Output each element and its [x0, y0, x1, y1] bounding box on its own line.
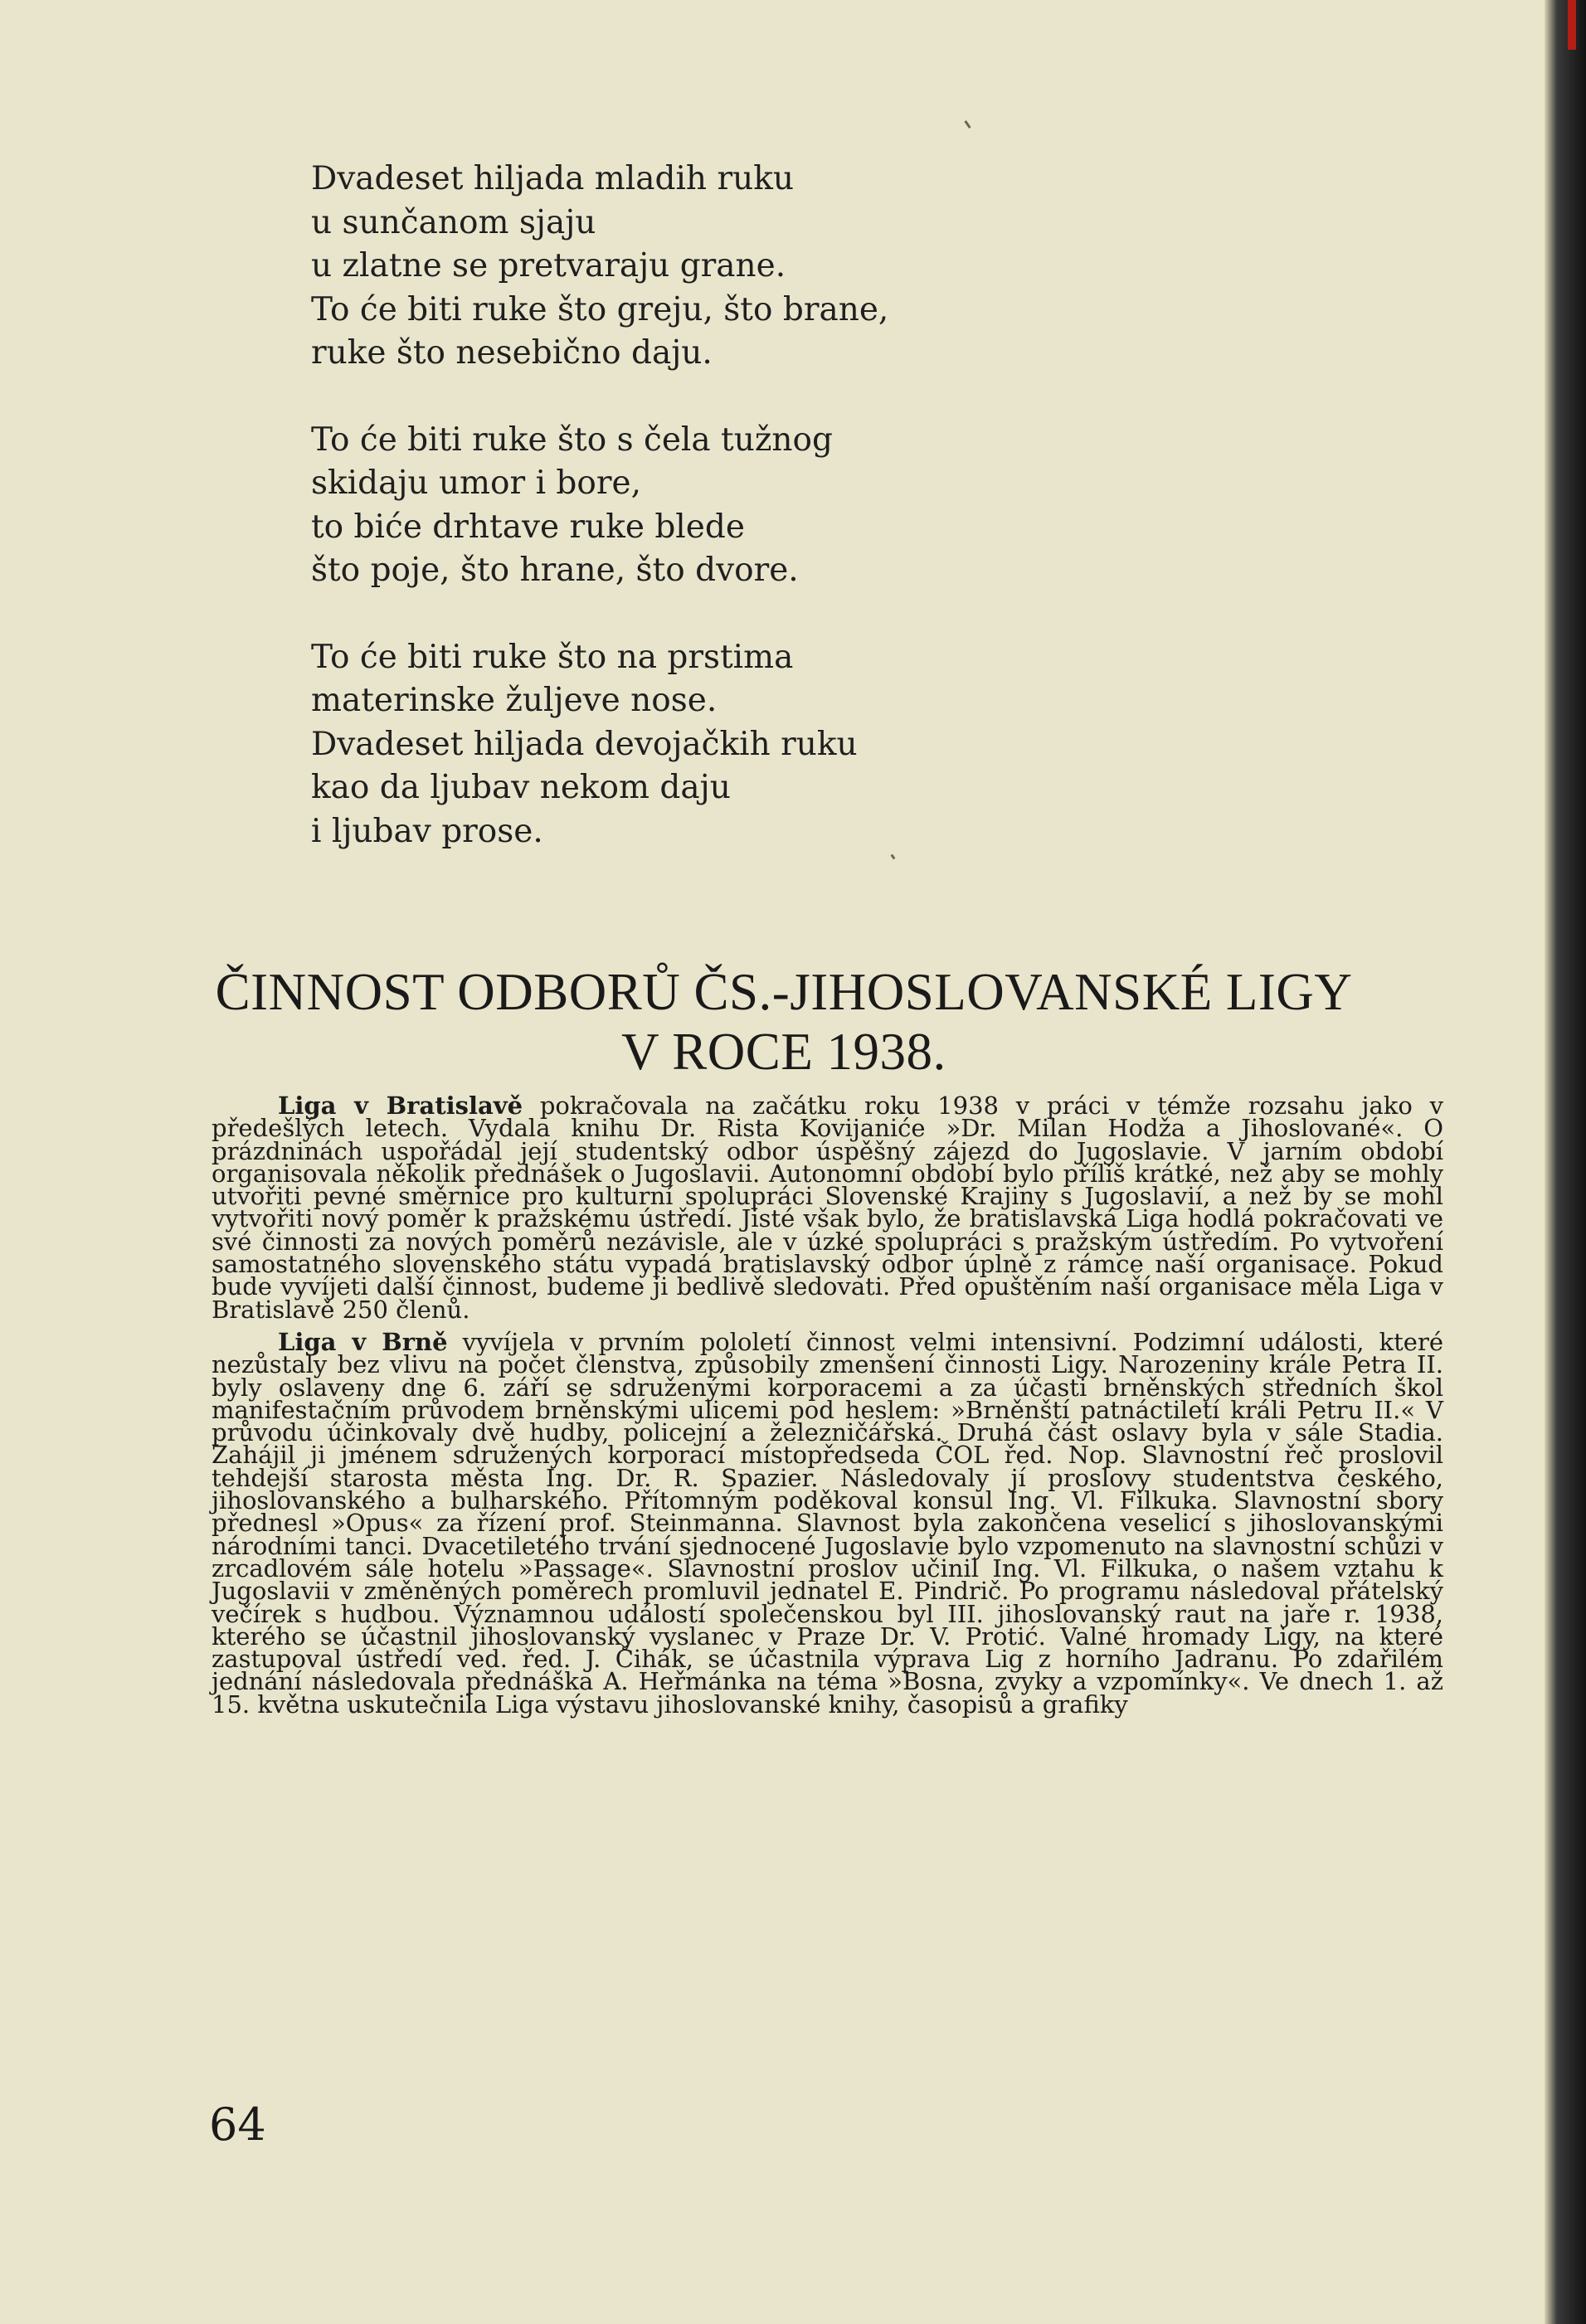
poem-line: skidaju umor i bore,: [311, 464, 641, 502]
poem-line: i ljubav prose.: [311, 812, 543, 850]
article-title-year: V ROCE 1938.: [621, 1023, 946, 1081]
poem-line: to biće drhtave ruke blede: [311, 508, 745, 546]
paragraph-bratislava: [212, 1092, 1443, 1324]
poem-stanza-1: [311, 158, 888, 376]
poem: [311, 158, 888, 897]
article-body: [212, 1092, 1443, 1726]
article-title: ČINNOST ODBORŮ ČS.-JIHOSLOVANSKÉ LIGY: [215, 963, 1353, 1021]
paragraph-lead: Liga v Brně: [278, 1327, 448, 1356]
poem-line: u zlatne se pretvaraju grane.: [311, 247, 786, 284]
poem-line: kao da ljubav nekom daju: [311, 769, 731, 806]
poem-line: To će biti ruke što na prstima: [311, 638, 794, 676]
poem-line: u sunčanom sjaju: [311, 203, 596, 241]
poem-stanza-3: [311, 636, 888, 854]
print-speck: [964, 120, 971, 129]
poem-line: ruke što nesebično daju.: [311, 334, 713, 372]
poem-line: To će biti ruke što greju, što brane,: [311, 290, 889, 328]
paragraph-lead: Liga v Bratislavě: [278, 1092, 523, 1120]
page-number: 64: [209, 2098, 266, 2151]
poem-line: To će biti ruke što s čela tužnog: [311, 421, 833, 459]
page-edge-marker: [1568, 0, 1576, 50]
poem-line: Dvadeset hiljada devojačkih ruku: [311, 725, 858, 763]
poem-line: materinske žuljeve nose.: [311, 682, 718, 719]
page-edge-shadow: [1545, 0, 1586, 2324]
poem-line: što poje, što hrane, što dvore.: [311, 552, 799, 589]
paragraph-text: vyvíjela v prvním pololetí činnost velmi intensivní. Podzimní události, které nezůstaly bez vlivu na počet členstva, způsobily zmenšení činnosti Ligy. Narozeniny krále Petra II. byly oslaveny dne 6. září se sdruženými korporacemi a za účasti brněnských středních škol manifestačním průvodem brněnskými ulicemi pod heslem: »Brněnští patnáctiletí králi Petru II.« V průvodu účinkovaly dvě hudby, policejní a železničářská. Druhá část oslavy byla v sále Stadia. Zahájil ji jménem sdružených korporací místopředseda ČOL řed. Nop. Slavnostní řeč proslovil tehdejší starosta města Ing. Dr. R. Spazier. Následovaly jí proslovy studentstva českého, jihoslovanského a bulharského. Přítomným poděkoval konsul Ing. Vl. Filkuka. Slavnostní sbory přednesl »Opus« za řízení prof. Steinmanna. Slavnost byla zakončena veselicí s jihoslovanskými národními tanci. Dvacetiletého trvání sjednocené Jugoslavie bylo vzpomenuto na slavnostní schůzi v zrcadlovém sále hotelu »Passage«. Slavnostní proslov učinil Ing. Vl. Filkuka, o našem vztahu k Jugoslavii v změněných poměrech promluvil jednatel E. Pindrič. Po programu následoval přátelský večírek s hudbou. Významnou událostí společenskou byl III. jihoslovanský raut na jaře r. 1938, kterého se účastnil jihoslovanský vyslanec v Praze Dr. V. Protić. Valné hromady Ligy, na které zastupoval ústředí ved. řed. J. Čihák, se účastnila výprava Lig z horního Jadranu. Po zdařilém jednání následovala přednáška A. Heřmánka na téma »Bosna, zvyky a vzpomínky«. Ve dnech 1. až 15. května uskutečnila Liga výstavu jihoslovanské knihy, časopisů a grafiky: [212, 1327, 1443, 1719]
print-speck: [891, 854, 896, 860]
poem-line: Dvadeset hiljada mladih ruku: [311, 160, 794, 197]
poem-stanza-2: [311, 419, 888, 593]
paragraph-brno: [212, 1327, 1443, 1719]
paragraph-text: pokračovala na začátku roku 1938 v práci v témže rozsahu jako v předešlých letech. Vydala knihu Dr. Rista Kovijaniće »Dr. Milan Hodža a Jihoslované«. O prázdninách uspořádal její studentský odbor úspěšný zájezd do Jugoslavie. V jarním období organisovala několik přednášek o Jugoslavii. Autonomní období bylo příliš krátké, než aby se mohly utvořiti pevné směrnice pro kulturní spolupráci Slovenské Krajiny s Jugoslavií, a než by se mohl vytvořiti nový poměr k pražskému ústředí. Jisté však bylo, že bratislavská Liga hodlá pokračovati ve své činnosti za nových poměrů nezávisle, ale v úzké spolupráci s pražským ústředím. Po vytvoření samostatného slovenského státu vypadá bratislavský odbor úplně z rámce naší organisace. Pokud bude vyvíjeti další činnost, budeme ji bedlivě sledovati. Před opuštěním naší organisace měla Liga v Bratislavě 250 členů.: [212, 1092, 1443, 1324]
